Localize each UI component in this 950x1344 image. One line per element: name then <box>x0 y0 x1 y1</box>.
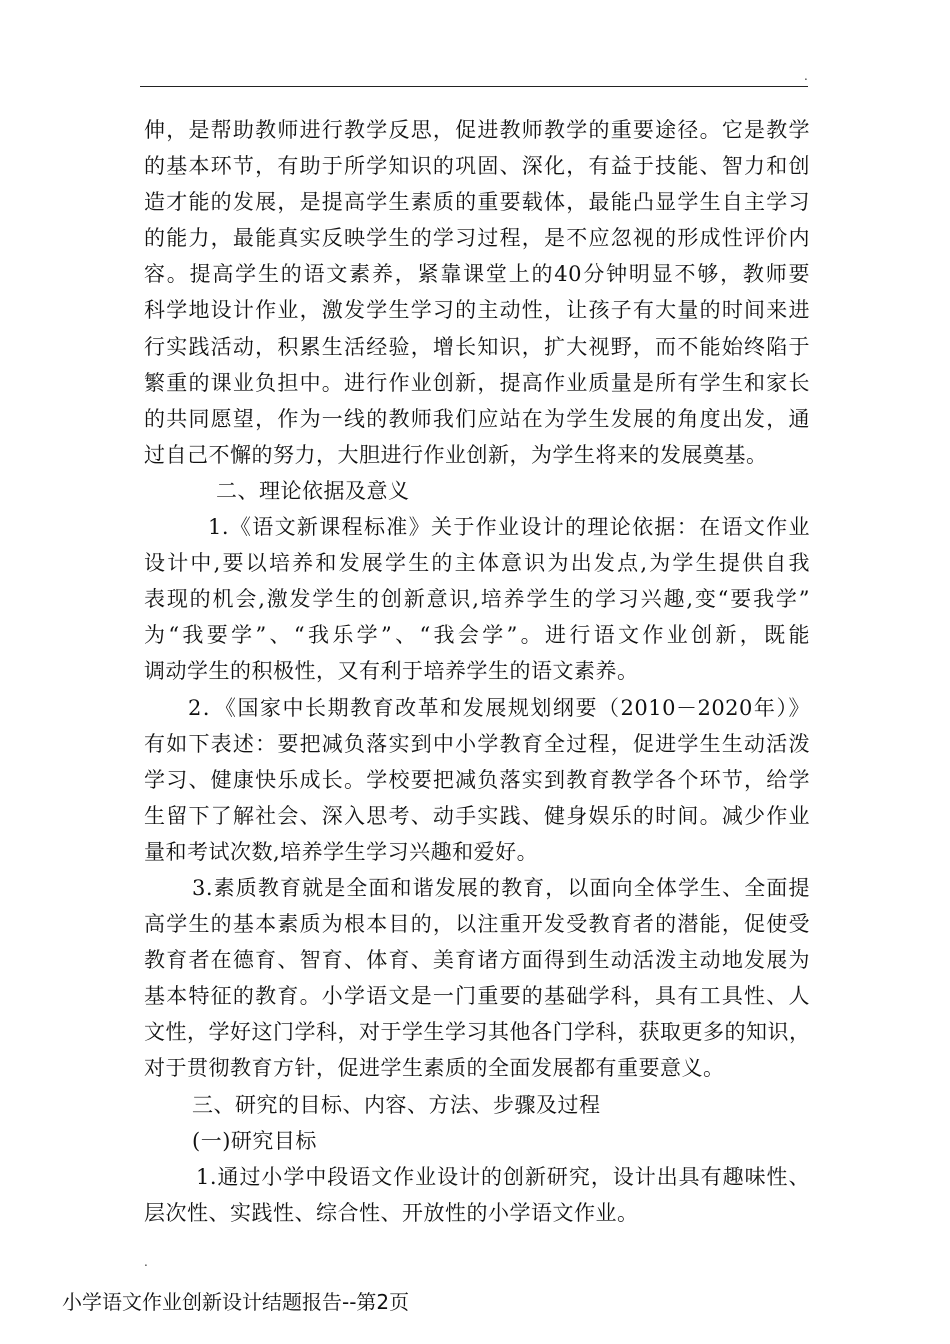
body-line: 的基本环节，有助于所学知识的巩固、深化，有益于技能、智力和创 <box>144 154 810 179</box>
header-mark: . <box>804 69 808 83</box>
footer-mark: . <box>144 1255 148 1269</box>
body-line: 的能力，最能真实反映学生的学习过程，是不应忽视的形成性评价内 <box>144 226 810 251</box>
body-line: 科学地设计作业，激发学生学习的主动性，让孩子有大量的时间来进 <box>144 298 810 323</box>
body-line: 为“我要学”、“我乐学”、“我会学”。进行语文作业创新，既能 <box>144 623 810 648</box>
body-line: 教育者在德育、智育、体育、美育诸方面得到生动活泼主动地发展为 <box>144 948 810 973</box>
body-line: 文性，学好这门学科，对于学生学习其他各门学科，获取更多的知识， <box>144 1020 811 1045</box>
body-line: 1.《语文新课程标准》关于作业设计的理论依据：在语文作业 <box>208 515 810 540</box>
page-caption: 小学语文作业创新设计结题报告--第2页 <box>62 1290 410 1314</box>
body-line: 3.素质教育就是全面和谐发展的教育，以面向全体学生、全面提 <box>192 875 810 900</box>
body-line: 基本特征的教育。小学语文是一门重要的基础学科，具有工具性、人 <box>144 984 810 1009</box>
body-line: 的共同愿望，作为一线的教师我们应站在为学生发展的角度出发，通 <box>144 406 810 431</box>
body-line: 高学生的基本素质为根本目的，以注重开发受教育者的潜能，促使受 <box>144 912 810 937</box>
body-line: 层次性、实践性、综合性、开放性的小学语文作业。 <box>144 1200 639 1225</box>
body-line: 有如下表述：要把减负落实到中小学教育全过程，促进学生生动活泼 <box>144 731 810 756</box>
body-line: 1.通过小学中段语文作业设计的创新研究，设计出具有趣味性、 <box>196 1164 810 1189</box>
body-line: 繁重的课业负担中。进行作业创新，提高作业质量是所有学生和家长 <box>144 370 810 395</box>
body-line: 过自己不懈的努力，大胆进行作业创新，为学生将来的发展奠基。 <box>144 442 768 467</box>
body-line: 伸，是帮助教师进行教学反思，促进教师教学的重要途径。它是教学 <box>144 118 810 142</box>
body-line: 造才能的发展，是提高学生素质的重要载体，最能凸显学生自主学习 <box>144 190 810 215</box>
body-line: 学习、健康快乐成长。学校要把减负落实到教育教学各个环节，给学 <box>144 767 810 792</box>
body-line: 生留下了解社会、深入思考、动手实践、健身娱乐的时间。减少作业 <box>144 803 810 828</box>
body-line: 行实践活动，积累生活经验，增长知识，扩大视野，而不能始终陷于 <box>144 334 810 359</box>
body-line: 2．《国家中长期教育改革和发展规划纲要（2010－2020年）》 <box>188 695 810 720</box>
document-body <box>144 112 810 1231</box>
header-rule <box>140 86 808 87</box>
body-line: 对于贯彻教育方针，促进学生素质的全面发展都有重要意义。 <box>144 1056 725 1081</box>
body-line: 量和考试次数,培养学生学习兴趣和爱好。 <box>144 839 539 864</box>
body-line: 调动学生的积极性，又有利于培养学生的语文素养。 <box>144 659 639 684</box>
section-heading-2: 二、理论依据及意义 <box>216 478 410 503</box>
body-line: 表现的机会,激发学生的创新意识,培养学生的学习兴趣,变“要我学” <box>144 587 810 612</box>
body-line: 设计中,要以培养和发展学生的主体意识为出发点,为学生提供自我 <box>144 551 810 576</box>
section-heading-3: 三、研究的目标、内容、方法、步骤及过程 <box>192 1092 601 1117</box>
body-line: 容。提高学生的语文素养，紧靠课堂上的40分钟明显不够，教师要 <box>144 262 810 287</box>
subsection-heading: (一)研究目标 <box>192 1128 317 1153</box>
